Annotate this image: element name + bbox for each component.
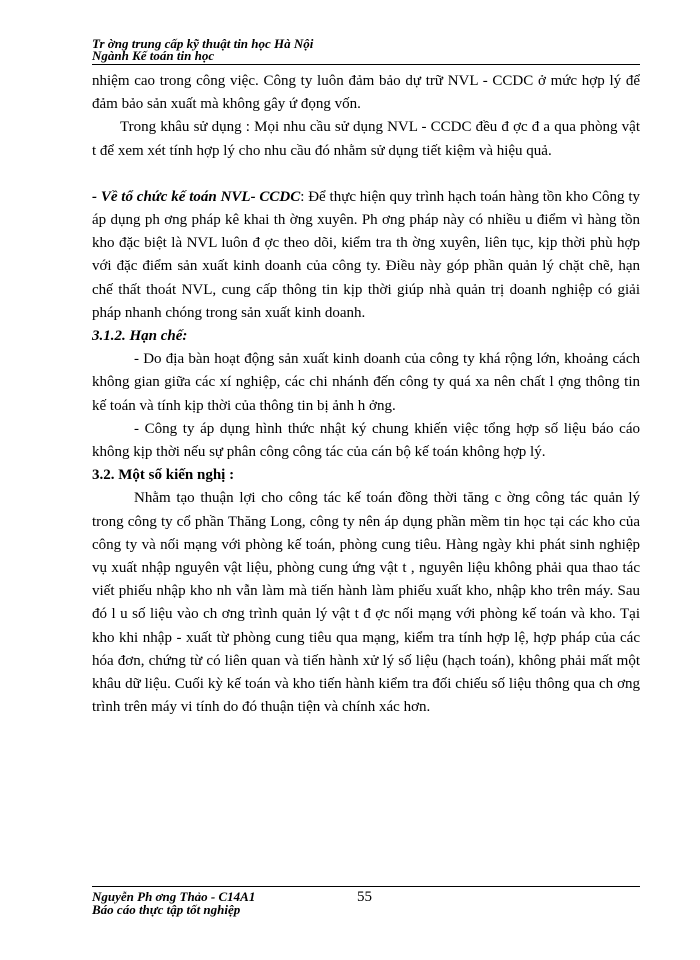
paragraph-accounting-org	[92, 186, 640, 325]
paragraph-recommendation: Nhằm tạo thuận lợi cho công tác kế toán đồng thời tăng c ờng công tác quản lý trong công ty cổ phần Thăng Long, công ty nên áp dụng phần mềm tin học tại các kho của công ty và nối mạng với phòng kế toán, phòng cung tiêu. Hàng ngày khi phát sinh nghiệp vụ xuất nhập nguyên vật liệu, phòng cung ứng vật t , nguyên liệu không phải qua thao tác viết phiếu nhập kho nh vẫn làm mà tiến hành làm phiếu xuất kho, nhập kho trên máy. Sau đó l u số liệu vào ch ơng trình quản lý vật t đ ợc nối mạng với phòng kế toán và kho. Tại kho khi nhập - xuất từ phòng cung tiêu qua mạng, kiểm tra tính hợp lệ, hợp pháp của các hóa đơn, chứng từ có liên quan và tiến hành xử lý số liệu (hạch toán), không phải mất một khâu dữ liệu. Cuối kỳ kế toán và kho tiến hành kiểm tra đối chiếu số liệu thông qua ch ơng trình trên máy vi tính do đó thuận tiện và chính xác hơn.	[92, 490, 640, 716]
limitation-item: - Công ty áp dụng hình thức nhật ký chung khiến việc tổng hợp số liệu báo cáo không kịp thời nếu sự phân công công tác của cán bộ kế toán không hợp lý.	[92, 420, 640, 461]
header-school: Tr ờng trung cấp kỹ thuật tin học Hà Nội	[92, 36, 314, 51]
section-heading-recommendations: 3.2. Một số kiến nghị :	[92, 467, 235, 484]
page-number: 55	[357, 889, 372, 905]
footer-author: Nguyễn Ph ơng Thảo - C14A1	[92, 889, 256, 904]
paragraph-text: : Để thực hiện quy trình hạch toán hàng tồn kho Công ty áp dụng ph ơng pháp kê khai th ờng xuyên. Ph ơng pháp này có nhiều u điểm vì hàng tồn kho đặc biệt là NVL luôn đ ợc theo dõi, kiểm tra th ờng xuyên, liên tục, kịp thời phù hợp với đặc điểm sản xuất kinh doanh của công ty. Điều này góp phần quản lý chặt chẽ, hạn chế thất thoát NVL, cung cấp thông tin kịp thời giúp nhà quản trị doanh nghiệp có giải pháp nhanh chóng trong sản xuất kinh doanh.	[92, 188, 640, 321]
paragraph-lead: - Về tổ chức kế toán NVL- CCDC	[92, 188, 301, 205]
section-heading-limitations: 3.1.2. Hạn chế:	[92, 328, 188, 345]
paragraph-continued: nhiệm cao trong công việc. Công ty luôn đảm bảo dự trữ NVL - CCDC ở mức hợp lý để đảm bảo sản xuất mà không gây ứ đọng vốn.	[92, 73, 640, 113]
page-header	[92, 38, 640, 65]
paragraph-usage: Trong khâu sử dụng : Mọi nhu cầu sử dụng NVL - CCDC đều đ ợc đ a qua phòng vật t để xem xét tính hợp lý cho nhu cầu đó nhằm sử dụng tiết kiệm và hiệu quả.	[92, 119, 640, 159]
document-body	[92, 70, 640, 719]
page-footer	[92, 890, 392, 916]
limitation-item: - Do địa bàn hoạt động sản xuất kinh doanh của công ty khá rộng lớn, khoảng cách không gian giữa các xí nghiệp, các chi nhánh đến công ty quá xa nên chất l ợng thông tin kế toán và tính kịp thời của thông tin bị ảnh h ởng.	[92, 351, 640, 414]
footer-divider	[92, 886, 640, 887]
header-major: Ngành Kế toán tin học	[92, 48, 215, 63]
footer-report: Báo cáo thực tập tốt nghiệp	[92, 902, 241, 917]
